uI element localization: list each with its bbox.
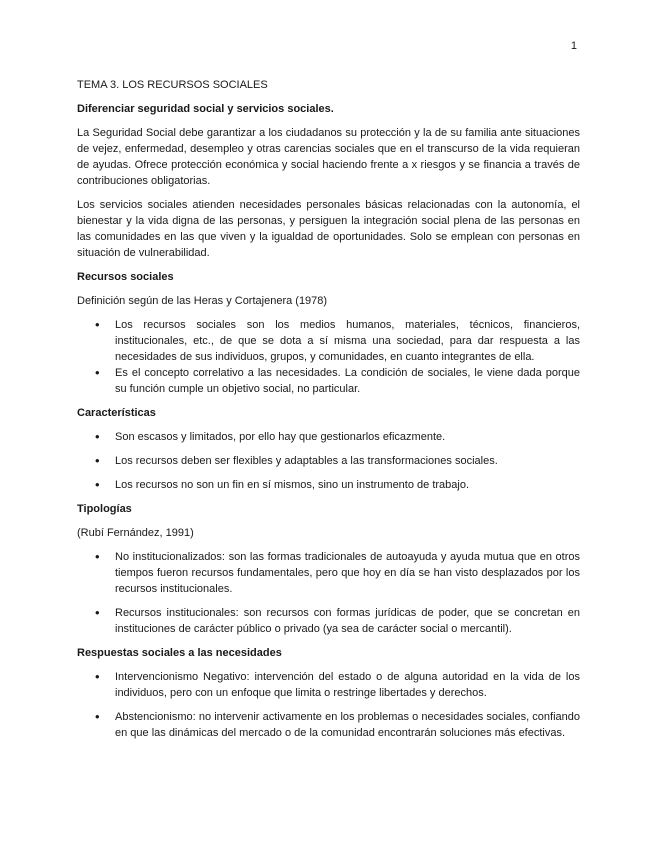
list-item: • No institucionalizados: son las formas tradicionales de autoayuda y ayuda mutua que en otros tiempos fueron recursos fundamentales, pero que hoy en día se han visto desplazados por los recursos institucionales. — [77, 549, 580, 597]
recursos-list — [77, 317, 580, 397]
tipologias-source: (Rubí Fernández, 1991) — [77, 527, 194, 539]
tipologias-heading: Tipologías — [77, 503, 132, 515]
list-item: • Los recursos deben ser flexibles y adaptables a las transformaciones sociales. — [77, 453, 580, 469]
list-item: • Son escasos y limitados, por ello hay que gestionarlos eficazmente. — [77, 429, 580, 445]
tipologias-list — [77, 549, 580, 637]
recursos-heading: Recursos sociales — [77, 271, 174, 283]
list-item: • Recursos institucionales: son recursos con formas jurídicas de poder, que se concretan en instituciones de carácter público o privado (ya sea de carácter social o mercantil). — [77, 605, 580, 637]
recursos-definition: Definición según de las Heras y Cortajenera (1978) — [77, 295, 328, 307]
intro-paragraph-1: La Seguridad Social debe garantizar a los ciudadanos su protección y la de su familia ante situaciones de vejez, enfermedad, desempleo y otras carencias sociales que en el transcurso de la vida requieran de ayudas. Ofrece protección económica y social haciendo frente a x riesgos y se financia a través de contribuciones obligatorias. — [77, 127, 580, 187]
page-title: TEMA 3. LOS RECURSOS SOCIALES — [77, 79, 268, 91]
caracteristicas-list — [77, 429, 580, 493]
caracteristicas-heading: Características — [77, 407, 156, 419]
list-item: • Los recursos no son un fin en sí mismos, sino un instrumento de trabajo. — [77, 477, 580, 493]
page-number: 1 — [570, 40, 577, 52]
respuestas-list — [77, 669, 580, 741]
list-item: • Abstencionismo: no intervenir activamente en los problemas o necesidades sociales, confiando en que las dinámicas del mercado o de la comunidad encontrarán soluciones más efectivas. — [77, 709, 580, 741]
list-item: • Intervencionismo Negativo: intervención del estado o de alguna autoridad en la vida de los individuos, pero con un enfoque que limita o restringe libertades y derechos. — [77, 669, 580, 701]
intro-heading: Diferenciar seguridad social y servicios sociales. — [77, 103, 334, 115]
intro-paragraph-2: Los servicios sociales atienden necesidades personales básicas relacionadas con la autonomía, el bienestar y la vida digna de las personas, y persiguen la integración social plena de las personas en las comunidades en las que viven y la igualdad de oportunidades. Solo se emplean con personas en situación de vulnerabilidad. — [77, 199, 580, 259]
list-item: • Es el concepto correlativo a las necesidades. La condición de sociales, le viene dada porque su función cumple un objetivo social, no particular. — [77, 365, 580, 397]
document-body — [77, 77, 580, 749]
respuestas-heading: Respuestas sociales a las necesidades — [77, 647, 282, 659]
list-item: • Los recursos sociales son los medios humanos, materiales, técnicos, financieros, institucionales, etc., de que se dota a sí misma una sociedad, para dar respuesta a las necesidades de sus individuos, grupos, y comunidades, en cuanto integrantes de ella. — [77, 317, 580, 365]
